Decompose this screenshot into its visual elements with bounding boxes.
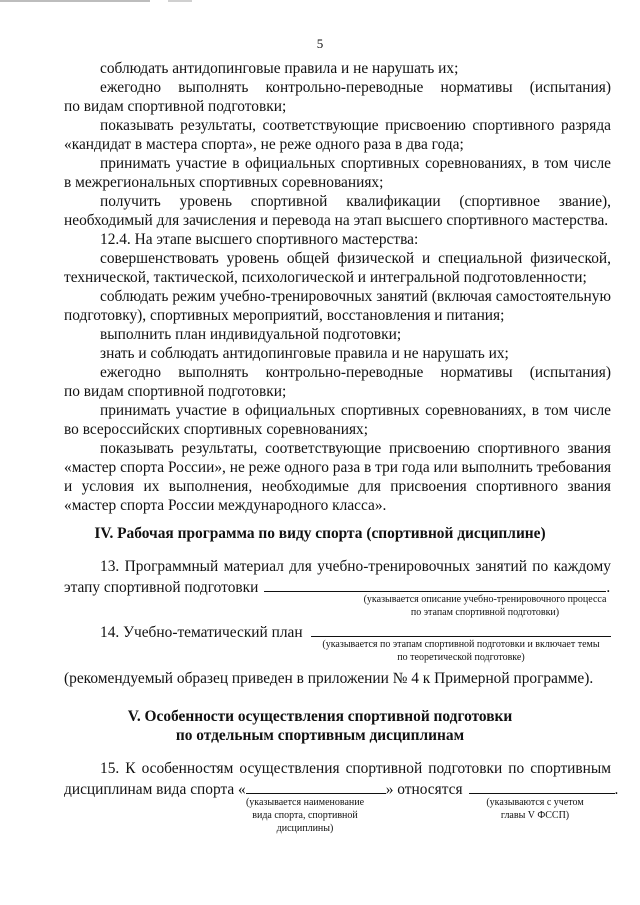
footnote-annotation: по этапам спортивной подготовки) — [410, 607, 560, 618]
paragraph-13: 13. Программный материал для учебно-тренировочных занятий по каждому — [100, 558, 611, 575]
footnote-annotation: (указывается описание учебно-тренировочного процесса — [363, 594, 607, 605]
list-item-continuation: в межрегиональных спортивных соревнованиях; — [64, 174, 384, 191]
footnote-annotation: (указывается по этапам спортивной подготовки и включает темы — [322, 639, 600, 650]
footnote-annotation: главы V ФССП) — [500, 810, 570, 821]
list-item-continuation: «кандидат в мастера спорта», не реже одного раза в два года; — [64, 136, 464, 153]
list-item: принимать участие в официальных спортивных соревнованиях, в том числе — [100, 402, 611, 419]
fill-in-blank — [246, 779, 386, 794]
scan-artifact-line — [168, 0, 192, 2]
list-item: показывать результаты, соответствующие присвоению спортивного звания — [100, 440, 611, 457]
list-item-continuation: технической, тактической, психологической и интегральной подготовленности; — [64, 269, 587, 286]
section-heading-v: V. Особенности осуществления спортивной подготовки — [127, 708, 513, 725]
section-heading-iv: IV. Рабочая программа по виду спорта (спортивной дисциплине) — [94, 525, 546, 542]
list-item: совершенствовать уровень общей физической и специальной физической, — [100, 250, 611, 267]
section-heading-v-line2: по отдельным спортивным дисциплинам — [175, 727, 465, 744]
paragraph-14-line2: (рекомендуемый образец приведен в приложении № 4 к Примерной программе). — [64, 670, 594, 687]
list-item: выполнить план индивидуальной подготовки; — [100, 326, 402, 343]
fill-in-blank — [469, 779, 615, 794]
paragraph-12-4: 12.4. На этапе высшего спортивного мастерства: — [100, 231, 419, 248]
list-item-continuation: по видам спортивной подготовки; — [64, 98, 287, 115]
paragraph-15-text: дисциплинам вида спорта « — [64, 781, 246, 798]
fill-in-blank — [264, 577, 606, 592]
fill-in-blank — [311, 622, 611, 637]
paragraph-14-text: 14. Учебно-тематический план — [100, 624, 303, 641]
footnote-annotation: вида спорта, спортивной — [252, 810, 358, 821]
list-item: соблюдать антидопинговые правила и не нарушать их; — [100, 60, 459, 77]
paragraph-15: 15. К особенностям осуществления спортивной подготовки по спортивным — [100, 760, 611, 777]
list-item: показывать результаты, соответствующие присвоению спортивного разряда — [100, 117, 611, 134]
footnote-annotation: по теоретической подготовке) — [397, 652, 525, 663]
footnote-annotation: (указывается наименование — [245, 797, 365, 808]
list-item-continuation: необходимый для зачисления и перевода на этап высшего спортивного мастерства. — [64, 212, 609, 229]
list-item: ежегодно выполнять контрольно-переводные нормативы (испытания) — [100, 364, 611, 381]
list-item-continuation: во всероссийских спортивных соревнованиях; — [64, 421, 369, 438]
paragraph-15-text: » относятся — [385, 781, 463, 798]
footnote-annotation: (указываются с учетом — [486, 797, 584, 808]
end-period: . — [614, 781, 619, 798]
paragraph-13-text: этапу спортивной подготовки — [64, 579, 259, 596]
list-item: получить уровень спортивной квалификации (спортивное звание), — [100, 193, 611, 210]
scan-artifact-line — [0, 0, 150, 2]
list-item-continuation: «мастер спорта России международного класса». — [64, 497, 387, 514]
list-item-continuation: подготовку), спортивных мероприятий, восстановления и питания; — [64, 307, 505, 324]
list-item: принимать участие в официальных спортивных соревнованиях, в том числе — [100, 155, 611, 172]
list-item: знать и соблюдать антидопинговые правила и не нарушать их; — [100, 345, 509, 362]
footnote-annotation: дисциплины) — [276, 823, 334, 834]
end-period: . — [606, 579, 611, 596]
list-item-continuation: и условия их выполнения, необходимые для присвоения спортивного звания — [64, 478, 611, 495]
page-number: 5 — [316, 36, 324, 51]
list-item-continuation: «мастер спорта России», не реже одного раза в три года или выполнить требования — [64, 459, 612, 476]
list-item: соблюдать режим учебно-тренировочных занятий (включая самостоятельную — [100, 288, 611, 305]
list-item: ежегодно выполнять контрольно-переводные нормативы (испытания) — [100, 79, 611, 96]
list-item-continuation: по видам спортивной подготовки; — [64, 383, 287, 400]
